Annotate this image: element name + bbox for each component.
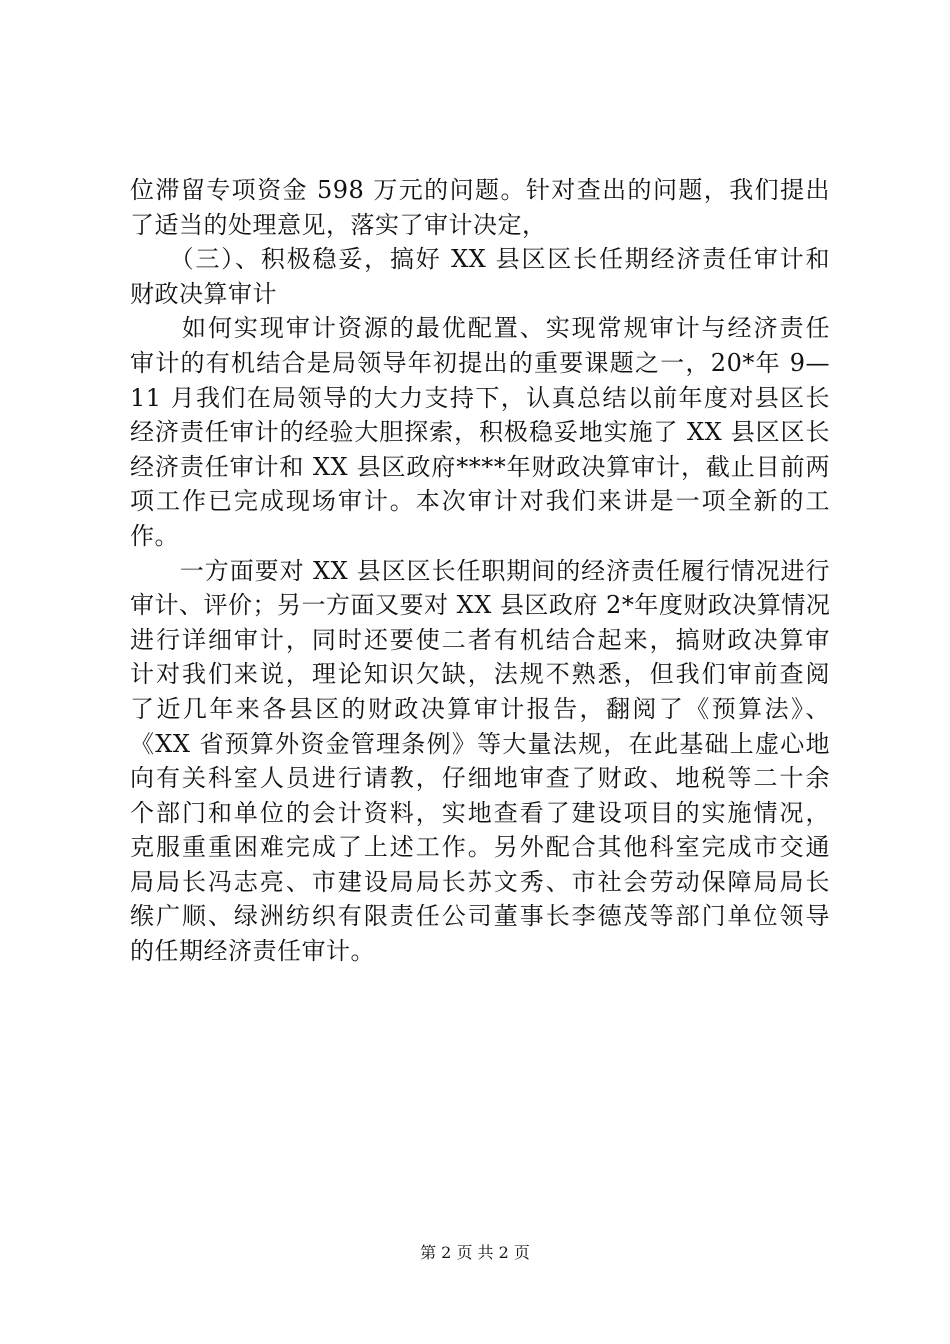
text-line: 《XX 省预算外资金管理条例》等大量法规，在此基础上虚心地	[130, 729, 830, 758]
section-heading-line: 财政决算审计	[130, 279, 277, 308]
text-line: 经济责任审计和 XX 县区政府****年财政决算审计，截止目前两	[130, 452, 830, 481]
text-line: 11 月我们在局领导的大力支持下，认真总结以前年度对县区长	[130, 383, 830, 412]
text-line: 审计、评价；另一方面又要对 XX 县区政府 2*年度财政决算情况	[130, 591, 831, 620]
text-line: 计对我们来说，理论知识欠缺，法规不熟悉，但我们审前查阅	[130, 660, 830, 689]
text-line: 一方面要对 XX 县区区长任职期间的经济责任履行情况进行	[130, 556, 830, 585]
text-line: 作。	[130, 521, 179, 550]
text-line: 进行详细审计，同时还要使二者有机结合起来，搞财政决算审	[130, 625, 830, 654]
text-line: 位滞留专项资金 598 万元的问题。针对查出的问题，我们提出	[130, 176, 830, 204]
text-line: 缑广顺、绿洲纺织有限责任公司董事长李德茂等部门单位领导	[130, 902, 830, 931]
text-line: 经济责任审计的经验大胆探索，积极稳妥地实施了 XX 县区区长	[130, 418, 830, 447]
page-footer: 第 2 页 共 2 页	[420, 1243, 530, 1262]
document-body	[130, 173, 830, 969]
text-line: 了适当的处理意见，落实了审计决定，	[130, 210, 547, 239]
text-line: 了近几年来各县区的财政决算审计报告，翻阅了《预算法》、	[130, 694, 830, 723]
text-line: 向有关科室人员进行请教，仔细地审查了财政、地税等二十余	[130, 764, 830, 793]
text-line: 个部门和单位的会计资料，实地查看了建设项目的实施情况，	[130, 798, 830, 827]
section-heading-line: （三）、积极稳妥，搞好 XX 县区区长任期经济责任审计和	[130, 245, 830, 274]
text-line: 局局长冯志亮、市建设局局长苏文秀、市社会劳动保障局局长	[130, 867, 830, 896]
text-line: 项工作已完成现场审计。本次审计对我们来讲是一项全新的工	[130, 487, 830, 516]
text-line: 如何实现审计资源的最优配置、实现常规审计与经济责任	[130, 314, 830, 343]
text-line: 审计的有机结合是局领导年初提出的重要课题之一，20*年 9—	[130, 348, 830, 377]
text-line: 克服重重困难完成了上述工作。另外配合其他科室完成市交通	[130, 833, 830, 862]
text-line: 的任期经济责任审计。	[130, 937, 375, 966]
